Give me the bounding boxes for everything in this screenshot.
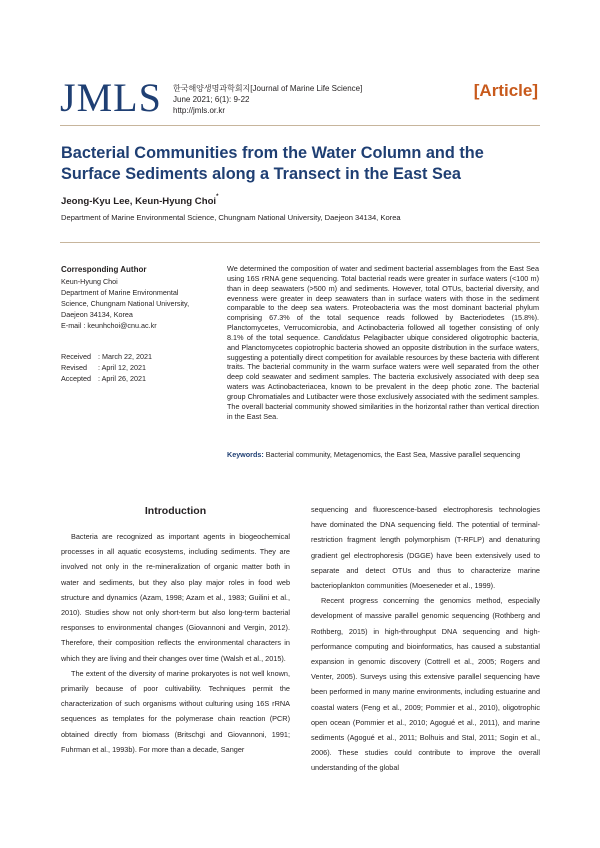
keywords [227,450,542,459]
journal-info [173,83,362,116]
paragraph: sequencing and fluorescence-based electrophoresis technologies have dominated the DNA sequencing field. The potential of terminal-restriction fragment length polymorphism (T-RFLP) and denaturing gradient gel electrophoresis (DGGE) have been extensively used to separate and detect OTUs and thus to characterize marine bacterioplankton communities (Moeseneder et al., 1999). [311,505,540,591]
accepted-value: : April 26, 2021 [98,374,146,383]
received-value: : March 22, 2021 [98,352,152,361]
abstract-italic-term: Candidatus [323,332,361,342]
abstract [227,264,539,422]
author-names: Jeong-Kyu Lee, Keun-Hyung Choi [61,196,217,207]
revised-value: : April 12, 2021 [98,363,146,372]
paragraph: Recent progress concerning the genomics method, especially development of massive parallel genomic sequencing (Rothberg and Rothberg, 2015) in high-throughput DNA sequencing and high-performance computing and bioinformatics, has caused a substantial expansion in genomic discovery (Cottrell et al., 2005; Rogers and Venter, 2005). Surveys using this extensive parallel sequencing have been performed in many marine environments, including estuarine and coastal waters (Feng et al., 2009; Pommier et al., 2010), oligotrophic open ocean (Pommier et al., 2010; Agogué et al., 2011), and marine sediments (Agogué et al., 2011; Bolhuis and Stal, 2011; Sogin et al., 2006). These studies could contribute to improve the overall understanding of the global [311,596,540,773]
accepted-label: Accepted [61,374,91,383]
author-list [61,196,218,207]
abstract-text-part1: We determined the composition of water and sediment bacterial assemblages from the East Sea using 16S rRNA gene sequencing. Total bacterial reads were greater in surface waters (<100 m) than in deep seawaters (>500 m) and sediments. However, total OTUs, bacterial diversity, and evenness were greater in deep seawaters than in surface waters with those in the sediment comparable to the deep sea waters. Proteobacteria was the most dominant bacterial phylum comprising 67.3% of the total sequence reads followed by Bacteriodetes (15.8%). Planctomycetes, Verrucomicrobia, and Actinobacteria followed all together consisting of only 8.1% of the total sequence. [227,264,539,342]
received-date [61,351,152,362]
accepted-date [61,373,152,384]
article-title [61,143,531,185]
received-label: Received [61,352,91,361]
journal-url[interactable]: http://jmls.or.kr [173,106,226,115]
revised-label: Revised [61,363,87,372]
paragraph: Bacteria are recognized as important agents in biogeochemical processes in all aquatic ecosystems, including sediments. They are involved not only in the re-mineralization of organic matter both in water and sediments, but they also play major roles in food web structure and dynamics (Azam, 1998; Azam et al., 1983; Guilini et al., 2010). Studies show not only short-term but also long-term bacterial responses to environmental changes (Giovannoni and Vergin, 2012). Therefore, their composition reflects the environmental characters in which they are living and their changes over time (Walsh et al., 2015). [61,532,290,663]
abstract-text-part2: Pelagibacter ubique considered oligotrophic bacteria, and Planctomycetes copiotrophic bacteria showed an opposite distribution in the surface waters, suggesting a potentially direct competition for available resources by these bacteria with different traits. The bacterial community in the warm surface waters were well separated from the other deep cold seawater and sediment samples. The bacteria exclusively associated with deep sea waters was Actinobacteriacea, known to be prevalent in the deep photic zone. The bacterial group Chromatiales and Lutibacter were those exclusively associated with the sediment samples. The overall bacterial community showed similarities in the horizontal rather than vertical direction in the East Sea. [227,332,539,421]
corresponding-author-dept-line2: Science, Chungnam National University, [61,299,190,308]
body-column-right [311,502,540,776]
corresponding-author-name: Keun-Hyung Choi [61,277,118,286]
manuscript-dates [61,351,152,384]
title-divider [60,242,540,243]
title-line-1: Bacterial Communities from the Water Column and the [61,144,484,162]
body-column-left [61,529,290,757]
corresponding-author-email[interactable]: E-mail : keunhchoi@cnu.ac.kr [61,321,157,330]
header-divider [60,125,540,126]
article-type-tag: [Article] [473,81,538,100]
corresponding-author-city: Daejeon 34134, Korea [61,310,133,319]
revised-date [61,362,152,373]
corresponding-author-block [61,264,221,331]
corresponding-author-heading: Corresponding Author [61,265,147,274]
corresponding-author-dept-line1: Department of Marine Environmental [61,288,179,297]
journal-name: 한국해양생명과학회지[Journal of Marine Life Science] [173,84,363,93]
corresponding-author-mark: * [216,194,219,200]
affiliation: Department of Marine Environmental Science, Chungnam National University, Daejeon 34134, Korea [61,213,401,222]
title-line-2: Surface Sediments along a Transect in the East Sea [61,165,461,183]
section-heading-introduction: Introduction [144,505,207,517]
journal-issue: June 2021; 6(1): 9-22 [173,95,250,104]
keywords-label: Keywords: [227,450,264,459]
paragraph: The extent of the diversity of marine prokaryotes is not well known, primarily because of poor cultivability. Techniques permit the characterization of such organisms without culturing using 16S rRNA sequences as templates for the polymerase chain reaction (PCR) obtained directly from biomass (Britschgi and Giovannoni, 1991; Fuhrman et al., 1993b). For more than a decade, Sanger [61,668,290,754]
keywords-text: Bacterial community, Metagenomics, the East Sea, Massive parallel sequencing [265,450,521,459]
journal-logo: JMLS [60,75,162,120]
